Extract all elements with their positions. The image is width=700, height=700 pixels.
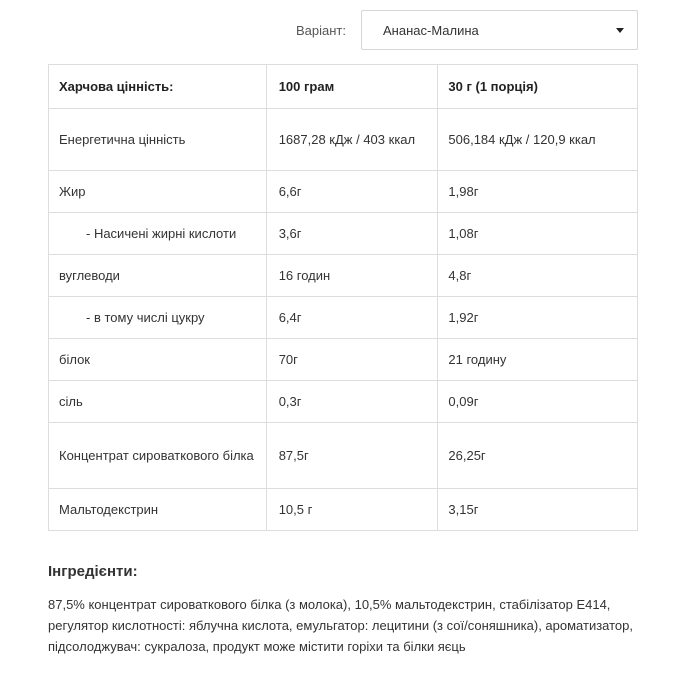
- variant-selector: [296, 10, 638, 50]
- nutrient-per-100g: 16 годин: [266, 255, 438, 297]
- nutrient-per-100g: 0,3г: [266, 381, 438, 423]
- nutrient-per-serving: 26,25г: [438, 423, 638, 489]
- nutrient-per-100g: 6,4г: [266, 297, 438, 339]
- nutrient-per-serving: 1,92г: [438, 297, 638, 339]
- nutrient-per-100g: 3,6г: [266, 213, 438, 255]
- nutrient-per-serving: 21 годину: [438, 339, 638, 381]
- nutrient-per-100g: 1687,28 кДж / 403 ккал: [266, 109, 438, 171]
- nutrient-per-100g: 6,6г: [266, 171, 438, 213]
- variant-dropdown[interactable]: [361, 10, 638, 50]
- table-header-row: [49, 65, 638, 109]
- nutrient-name: Мальтодекстрин: [49, 489, 267, 531]
- ingredients-title: Інгредієнти:: [48, 563, 138, 580]
- nutrient-per-serving: 506,184 кДж / 120,9 ккал: [438, 109, 638, 171]
- nutrient-name: - Насичені жирні кислоти: [49, 213, 267, 255]
- table-row: [49, 489, 638, 531]
- table-row: [49, 339, 638, 381]
- nutrient-per-serving: 3,15г: [438, 489, 638, 531]
- nutrient-name: - в тому числі цукру: [49, 297, 267, 339]
- nutrient-name: сіль: [49, 381, 267, 423]
- nutrient-per-100g: 70г: [266, 339, 438, 381]
- nutrient-per-serving: 1,98г: [438, 171, 638, 213]
- nutrient-name: Концентрат сироваткового білка: [49, 423, 267, 489]
- header-nutrition: Харчова цінність:: [49, 65, 267, 109]
- nutrient-per-serving: 4,8г: [438, 255, 638, 297]
- nutrient-name: Жир: [49, 171, 267, 213]
- nutrition-table: [48, 64, 638, 531]
- nutrient-name: вуглеводи: [49, 255, 267, 297]
- header-per-serving: 30 г (1 порція): [438, 65, 638, 109]
- ingredients-text: 87,5% концентрат сироваткового білка (з молока), 10,5% мальтодекстрин, стабілізатор Е414, регулятор кислотності: яблучна кислота, емульгатор: лецитини (з сої/соняшника), ароматизатор, підсолоджувач: сукралоза, продукт може містити горіхи та білки яєць: [48, 597, 634, 654]
- table-row: [49, 109, 638, 171]
- table-row: [49, 213, 638, 255]
- nutrient-name: Енергетична цінність: [49, 109, 267, 171]
- nutrient-per-100g: 87,5г: [266, 423, 438, 489]
- caret-down-icon: [616, 28, 624, 33]
- nutrient-per-serving: 1,08г: [438, 213, 638, 255]
- header-per-100g: 100 грам: [266, 65, 438, 109]
- variant-selected-value: Ананас-Малина: [383, 22, 479, 38]
- table-row: [49, 381, 638, 423]
- table-row: [49, 297, 638, 339]
- nutrient-per-serving: 0,09г: [438, 381, 638, 423]
- nutrient-per-100g: 10,5 г: [266, 489, 438, 531]
- table-row: [49, 255, 638, 297]
- table-row: [49, 171, 638, 213]
- table-row: [49, 423, 638, 489]
- variant-label: Варіант:: [296, 22, 346, 38]
- nutrient-name: білок: [49, 339, 267, 381]
